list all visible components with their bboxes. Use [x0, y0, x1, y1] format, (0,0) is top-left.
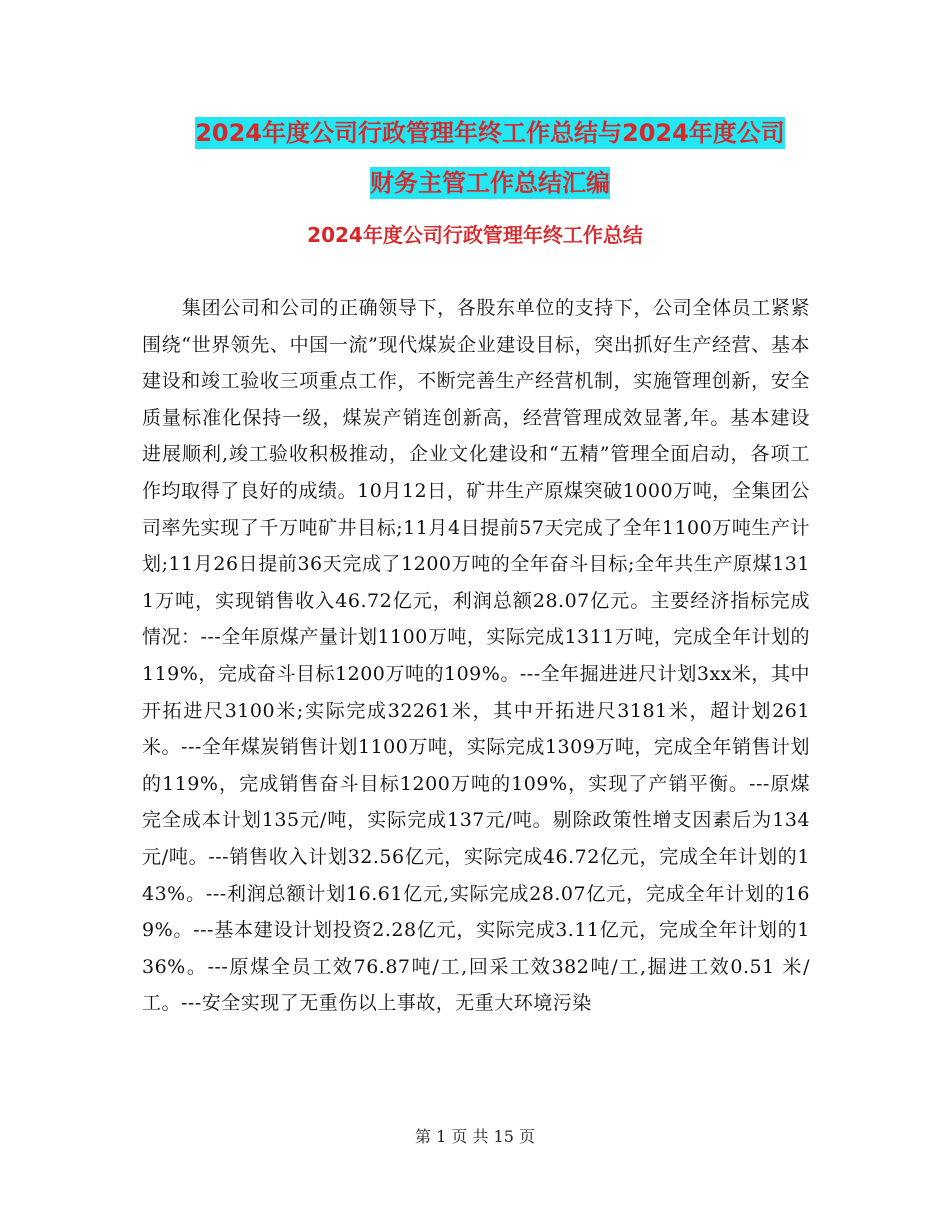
document-title-line2: 财务主管工作总结汇编 — [370, 169, 610, 197]
body-paragraph: 集团公司和公司的正确领导下，各股东单位的支持下，公司全体员工紧紧围绕“世界领先、中国一流”现代煤炭企业建设目标，突出抓好生产经营、基本建设和竣工验收三项重点工作，不断完善生产经营机制，实施管理创新，安全质量标准化保持一级，煤炭产销连创新高，经营管理成效显著,年。基本建设进展顺利,竣工验收积极推动，企业文化建设和“五精”管理全面启动，各项工作均取得了良好的成绩。10月12日，矿井生产原煤突破1000万吨，全集团公司率先实现了千万吨矿井目标;11月4日提前57天完成了全年1100万吨生产计划;11月26日提前36天完成了1200万吨的全年奋斗目标;全年共生产原煤1311万吨，实现销售收入46.72亿元，利润总额28.07亿元。主要经济指标完成情况：---全年原煤产量计划1100万吨，实际完成1311万吨，完成全年计划的119%，完成奋斗目标1200万吨的109%。---全年掘进进尺计划3xx米，其中开拓进尺3100米;实际完成32261米，其中开拓进尺3181米，超计划261米。---全年煤炭销售计划1100万吨，实际完成1309万吨，完成全年销售计划的119%，完成销售奋斗目标1200万吨的109%，实现了产销平衡。---原煤完全成本计划135元/吨，实际完成137元/吨。剔除政策性增支因素后为134元/吨。---销售收入计划32.56亿元，实际完成46.72亿元，完成全年计划的143%。---利润总额计划16.61亿元,实际完成28.07亿元，完成全年计划的169%。---基本建设计划投资2.28亿元，实际完成3.11亿元，完成全年计划的136%。---原煤全员工效76.87吨/工,回采工效382吨/工,掘进工效0.51 米/工。---安全实现了无重伤以上事故，无重大环境污染 — [142, 297, 810, 1015]
document-title — [140, 108, 840, 208]
document-title-line1: 2024年度公司行政管理年终工作总结与2024年度公司 — [195, 119, 785, 147]
page-number-footer: 第 1 页 共 15 页 — [415, 1127, 535, 1146]
section-title: 2024年度公司行政管理年终工作总结 — [307, 223, 643, 247]
